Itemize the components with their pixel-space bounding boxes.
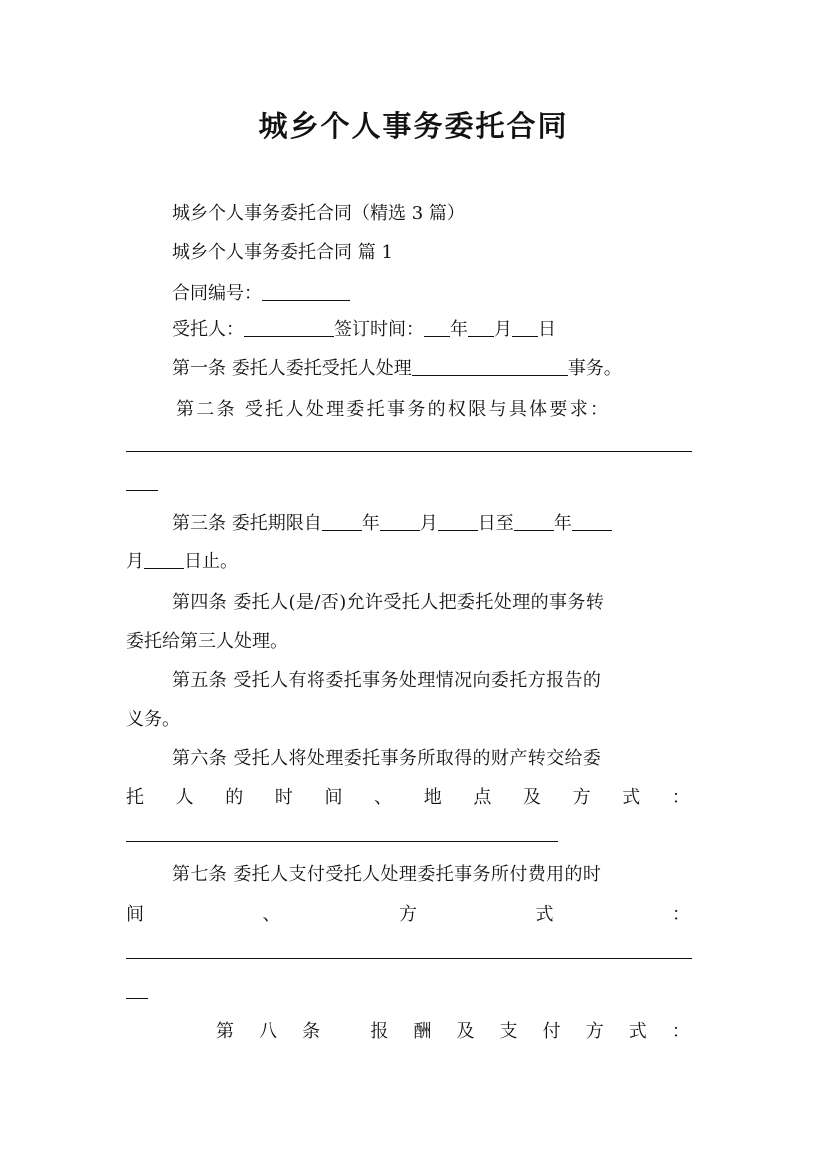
char: 、: [262, 904, 281, 925]
article-1-text: 第一条 委托人委托受托人处理: [172, 358, 412, 379]
article-8: [216, 1017, 690, 1043]
article-3: [172, 509, 612, 535]
char: 方: [399, 904, 417, 925]
char: ：: [671, 787, 690, 808]
end-label: 日止。: [184, 551, 238, 572]
contract-number-label: 合同编号：: [172, 283, 262, 304]
char: 方: [585, 1021, 604, 1042]
contract-number-line: [172, 279, 350, 305]
day-blank: [512, 317, 538, 337]
document-title: 城乡个人事务委托合同: [258, 109, 569, 143]
char: 第: [216, 1021, 234, 1042]
char: 式: [622, 787, 641, 808]
char: 酬: [413, 1021, 432, 1042]
blank: [438, 511, 478, 531]
char: 报: [370, 1021, 389, 1042]
article-3-cont: [126, 547, 238, 573]
article-4: 第四条 委托人(是/否)允许受托人把委托处理的事务转: [172, 592, 605, 613]
char: ：: [672, 904, 690, 925]
blank: [572, 511, 612, 531]
char: 条: [302, 1021, 321, 1042]
char: 间: [324, 787, 343, 808]
char: 式: [535, 904, 554, 925]
article-5: 第五条 受托人有将委托事务处理情况向委托方报告的: [172, 670, 602, 691]
blank: [144, 549, 184, 569]
article-7-cont: [126, 900, 690, 926]
day-to-label: 日至: [477, 513, 514, 534]
sign-date-label: 签订时间：: [334, 319, 424, 340]
fill-line: [126, 958, 692, 959]
month-label: 月: [126, 551, 144, 572]
article-7: 第七条 委托人支付受托人处理委托事务所付费用的时: [172, 864, 602, 885]
blank: [380, 511, 420, 531]
article-1: [172, 354, 622, 380]
char: 、: [374, 787, 393, 808]
day-label: 日: [538, 319, 556, 340]
fill-line: [126, 998, 148, 999]
char: 付: [542, 1021, 561, 1042]
subtitle-line: 城乡个人事务委托合同（精选 3 篇）: [172, 203, 465, 224]
month-blank: [468, 317, 494, 337]
fill-line: [126, 451, 692, 452]
month-label: 月: [494, 319, 512, 340]
char: 时: [274, 787, 293, 808]
fill-line: [126, 841, 558, 842]
char: 人: [175, 787, 194, 808]
article-4-cont: 委托给第三人处理。: [126, 631, 288, 652]
article-1-blank: [412, 356, 568, 376]
month-label: 月: [419, 513, 438, 534]
char: 支: [499, 1021, 518, 1042]
year-label: 年: [450, 319, 468, 340]
char: 八: [259, 1021, 278, 1042]
char: 及: [523, 787, 541, 808]
char: 地: [423, 787, 442, 808]
article-1-end: 事务。: [567, 358, 622, 379]
section-heading: 城乡个人事务委托合同 篇 1: [172, 242, 393, 263]
contract-number-blank: [262, 281, 350, 301]
article-3-text: 第三条 委托期限自: [172, 513, 322, 534]
blank: [514, 511, 554, 531]
year-label: 年: [553, 513, 572, 534]
char: 的: [225, 787, 244, 808]
char: 及: [456, 1021, 475, 1042]
article-6-cont: [126, 783, 690, 809]
trustee-line: [172, 315, 556, 341]
article-2: 第二条 受托人处理委托事务的权限与具体要求：: [176, 399, 611, 420]
article-5-cont: 义务。: [126, 709, 180, 730]
fill-line: [126, 490, 158, 491]
year-label: 年: [361, 513, 380, 534]
article-6: 第六条 受托人将处理委托事务所取得的财产转交给委: [172, 748, 602, 769]
trustee-blank: [244, 317, 334, 337]
char: ：: [671, 1021, 690, 1042]
trustee-label: 受托人：: [172, 319, 244, 340]
char: 方: [572, 787, 591, 808]
char: 式: [628, 1021, 647, 1042]
char: 间: [126, 904, 144, 925]
blank: [322, 511, 362, 531]
char: 点: [473, 787, 492, 808]
char: 托: [126, 787, 144, 808]
year-blank: [424, 317, 450, 337]
